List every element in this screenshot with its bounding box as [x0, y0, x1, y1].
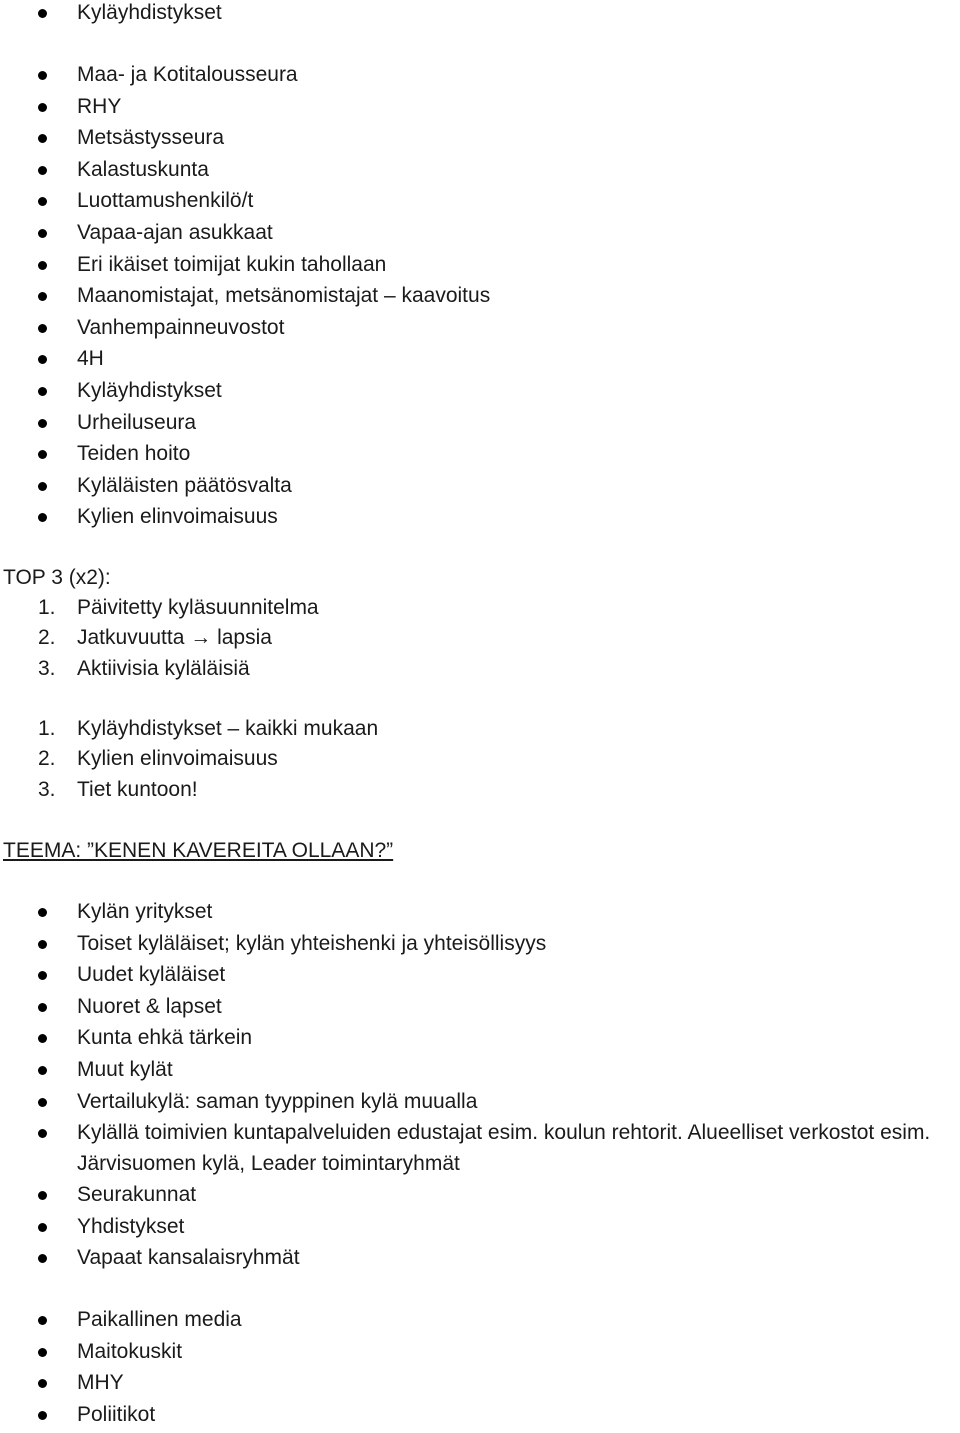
list-item: Eri ikäiset toimijat kukin tahollaan	[0, 252, 960, 284]
bullet-icon	[38, 9, 47, 18]
bullet-icon	[38, 908, 47, 917]
bullet-icon	[38, 940, 47, 949]
bullet-icon	[38, 971, 47, 980]
list-item: Kylien elinvoimaisuus	[0, 504, 960, 536]
list-item: Seurakunnat	[0, 1182, 960, 1214]
bullet-icon	[38, 71, 47, 80]
list-item: Maanomistajat, metsänomistajat – kaavoitus	[0, 283, 960, 315]
list-item: Vanhempainneuvostot	[0, 315, 960, 347]
numbered-item: 2. Jatkuvuutta → lapsia	[38, 626, 272, 650]
bullet-icon	[38, 1411, 47, 1420]
final-list	[0, 1307, 960, 1433]
bullet-icon	[38, 292, 47, 301]
bullet-icon	[38, 229, 47, 238]
list-item: Kylällä toimivien kuntapalveluiden edustajat esim. koulun rehtorit. Alueelliset verkostot esim. Järvisuomen kylä, Leader toimintaryhmät	[0, 1117, 960, 1185]
list-item: Maitokuskit	[0, 1339, 960, 1371]
bullet-icon	[38, 1191, 47, 1200]
intro-list	[0, 0, 960, 32]
bullet-icon	[38, 1034, 47, 1043]
top3-list-first	[0, 595, 319, 686]
bullet-icon	[38, 1066, 47, 1075]
list-item: 4H	[0, 346, 960, 378]
list-item: Metsästysseura	[0, 125, 960, 157]
list-item: Toiset kyläläiset; kylän yhteishenki ja yhteisöllisyys	[0, 931, 960, 963]
list-item: Kalastuskunta	[0, 157, 960, 189]
bullet-icon	[38, 197, 47, 206]
bullet-icon	[38, 513, 47, 522]
numbered-item: 1. Päivitetty kyläsuunnitelma	[38, 596, 319, 619]
bullet-icon	[38, 261, 47, 270]
bullet-icon	[38, 482, 47, 491]
list-item: Nuoret & lapset	[0, 994, 960, 1026]
top3-list-second	[0, 716, 378, 807]
list-item: Luottamushenkilö/t	[0, 188, 960, 220]
bullet-icon	[38, 1098, 47, 1107]
bullet-icon	[38, 1348, 47, 1357]
list-item: Muut kylät	[0, 1057, 960, 1089]
bullet-icon	[38, 450, 47, 459]
list-item: Teiden hoito	[0, 441, 960, 473]
bullet-icon	[38, 1003, 47, 1012]
bullet-icon	[38, 1379, 47, 1388]
bullet-icon	[38, 324, 47, 333]
bullet-icon	[38, 1254, 47, 1263]
list-item: RHY	[0, 94, 960, 126]
list-item: Yhdistykset	[0, 1214, 960, 1246]
bullet-icon	[38, 419, 47, 428]
list-item: Kunta ehkä tärkein	[0, 1025, 960, 1057]
list-item: Vapaa-ajan asukkaat	[0, 220, 960, 252]
list-item: Poliitikot	[0, 1402, 960, 1433]
groups-list	[0, 62, 960, 536]
list-item: Kyläyhdistykset	[0, 378, 960, 410]
list-item: Kyläyhdistykset	[0, 0, 960, 32]
bullet-icon	[38, 1316, 47, 1325]
list-item: Urheiluseura	[0, 410, 960, 442]
theme-heading: TEEMA: ”KENEN KAVEREITA OLLAAN?”	[3, 839, 394, 862]
list-item: Vapaat kansalaisryhmät	[0, 1245, 960, 1277]
numbered-item: 2. Kylien elinvoimaisuus	[38, 747, 278, 771]
numbered-item: 3. Tiet kuntoon!	[38, 777, 198, 801]
bullet-icon	[38, 166, 47, 175]
bullet-icon	[38, 387, 47, 396]
list-item: Uudet kyläläiset	[0, 962, 960, 994]
bullet-icon	[38, 103, 47, 112]
bullet-icon	[38, 355, 47, 364]
theme-list	[0, 899, 960, 1277]
bullet-icon	[38, 1129, 47, 1138]
numbered-item: 1. Kyläyhdistykset – kaikki mukaan	[38, 717, 379, 740]
list-item: Vertailukylä: saman tyyppinen kylä muualla	[0, 1089, 960, 1121]
bullet-icon	[38, 1223, 47, 1232]
list-item: Kylän yritykset	[0, 899, 960, 931]
list-item: Kyläläisten päätösvalta	[0, 473, 960, 505]
top3-heading: TOP 3 (x2):	[3, 566, 111, 589]
numbered-item: 3. Aktiivisia kyläläisiä	[38, 656, 250, 680]
list-item: MHY	[0, 1370, 960, 1402]
list-item: Maa- ja Kotitalousseura	[0, 62, 960, 94]
list-item: Paikallinen media	[0, 1307, 960, 1339]
bullet-icon	[38, 134, 47, 143]
